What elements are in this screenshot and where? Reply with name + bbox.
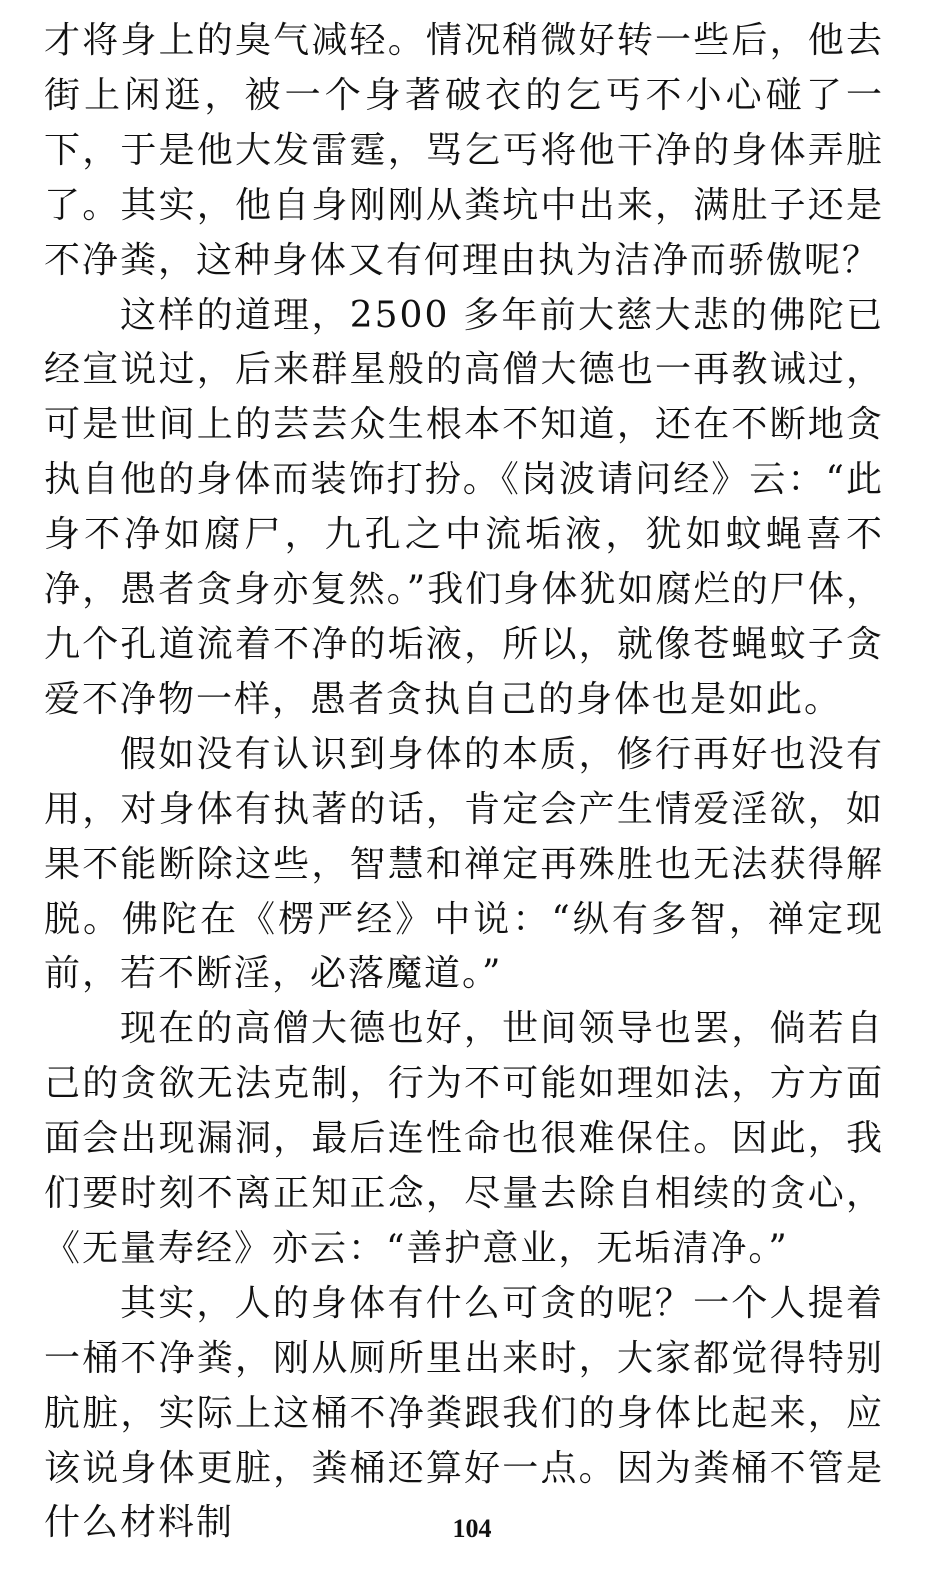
paragraph-body-filth: 其实，人的身体有什么可贪的呢？一个人提着一桶不净粪，刚从厕所里出来时，大家都觉得特别肮脏，实际上这桶不净粪跟我们的身体比起来，应该说身体更脏，粪桶还算好一点。因为粪桶不管是什么材料制 bbox=[44, 1282, 884, 1544]
paragraph-desire-control: 现在的高僧大德也好，世间领导也罢，倘若自己的贪欲无法克制，行为不可能如理如法，方方面面会出现漏洞，最后连性命也很难保住。因此，我们要时刻不离正知正念，尽量去除自相续的贪心，《无量寿经》亦云：“善护意业，无垢清净。” bbox=[44, 1008, 884, 1269]
page-number: 104 bbox=[452, 1514, 492, 1543]
paragraph-buddha-teaching: 这样的道理，2500 多年前大慈大悲的佛陀已经宣说过，后来群星般的高僧大德也一再教诫过，可是世间上的芸芸众生根本不知道，还在不断地贪执自他的身体而装饰打扮。《岗波请问经》云：“此身不净如腐尸，九孔之中流垢液，犹如蚊蝇喜不净，愚者贪身亦复然。”我们身体犹如腐烂的尸体，九个孔道流着不净的垢液，所以，就像苍蝇蚊子贪爱不净物一样，愚者贪执自己的身体也是如此。 bbox=[44, 294, 884, 720]
paragraph-continued: 才将身上的臭气减轻。情况稍微好转一些后，他去街上闲逛，被一个身著破衣的乞丐不小心碰了一下，于是他大发雷霆，骂乞丐将他干净的身体弄脏了。其实，他自身刚刚从粪坑中出来，满肚子还是不净粪，这种身体又有何理由执为洁净而骄傲呢？ bbox=[44, 20, 884, 281]
page-body bbox=[44, 14, 884, 1551]
paragraph-body-attachment: 假如没有认识到身体的本质，修行再好也没有用，对身体有执著的话，肯定会产生情爱淫欲，如果不能断除这些，智慧和禅定再殊胜也无法获得解脱。佛陀在《楞严经》中说：“纵有多智，禅定现前，若不断淫，必落魔道。” bbox=[44, 733, 884, 995]
